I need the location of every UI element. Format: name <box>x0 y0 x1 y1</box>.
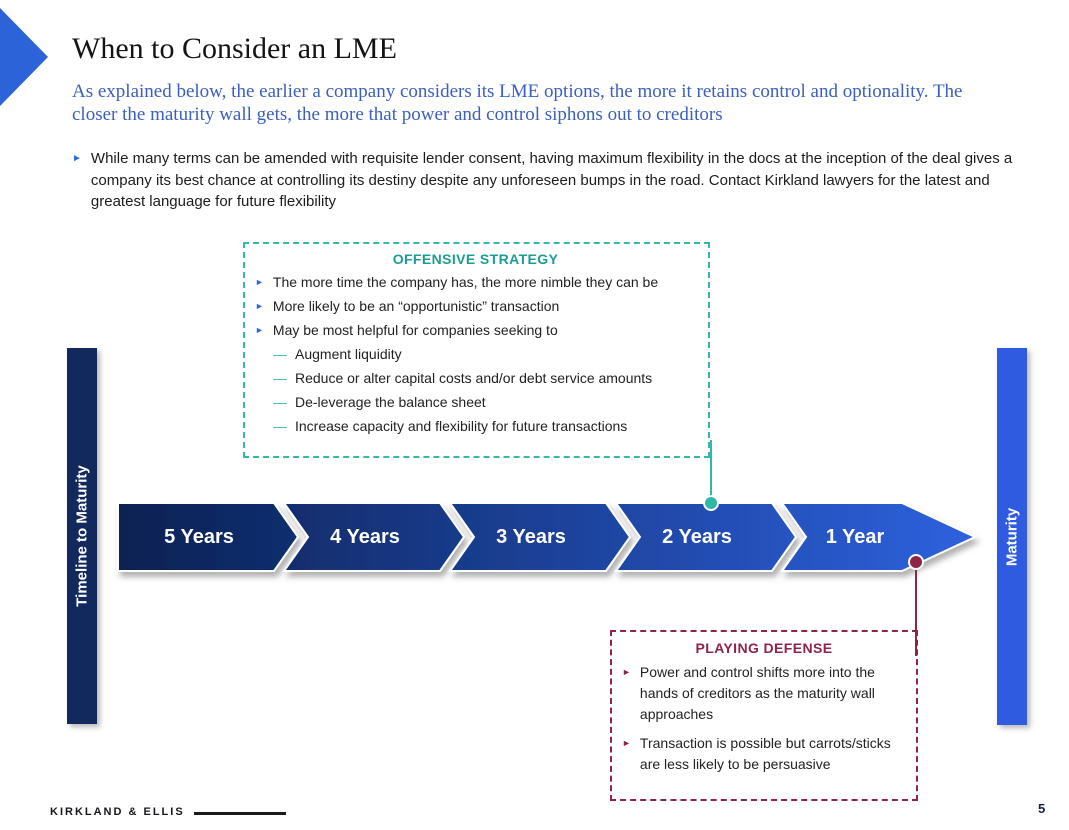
maturity-bar <box>997 348 1027 725</box>
dash-bullet-icon: — <box>273 346 287 362</box>
dash-bullet-icon: — <box>273 394 287 410</box>
chevron-label-5-years: 5 Years <box>164 525 234 548</box>
chevron-label-2-years: 2 Years <box>662 525 732 548</box>
kirkland-arrow-logo-icon <box>0 8 48 106</box>
footer-rule <box>194 812 286 815</box>
list-item <box>253 318 698 342</box>
list-item <box>253 366 698 390</box>
bullet-triangle-icon: ► <box>622 738 631 748</box>
list-item <box>620 733 908 775</box>
list-item <box>620 662 908 725</box>
playing-defense-box <box>610 630 918 801</box>
slide-subtitle: As explained below, the earlier a company considers its LME options, the more it retains control and optionality. The closer the maturity wall gets, the more that power and control siphons out to creditors <box>72 81 963 125</box>
firm-name: KIRKLAND & ELLIS <box>50 806 185 818</box>
bullet-text: More likely to be an “opportunistic” transaction <box>272 298 560 314</box>
playing-defense-title: PLAYING DEFENSE <box>695 640 833 656</box>
bullet-triangle-icon: ► <box>255 301 264 311</box>
chevron-label-1-year: 1 Year <box>825 525 885 548</box>
bullet-text: Power and control shifts more into the hands of creditors as the maturity wall approaches <box>639 664 875 722</box>
page-number: 5 <box>1038 801 1046 816</box>
sub-bullet-text: Increase capacity and flexibility for future transactions <box>295 418 628 434</box>
offensive-strategy-box <box>243 242 710 458</box>
bullet-triangle-icon: ► <box>622 667 631 677</box>
sub-bullet-text: De-leverage the balance sheet <box>295 394 486 410</box>
list-item <box>253 294 698 318</box>
intro-bullet-text: While many terms can be amended with requisite lender consent, having maximum flexibility in the docs at the inception of the deal gives a company its best chance at controlling its destiny despite any unforeseen bumps in the road. Contact Kirkland lawyers for the latest and greatest language for future flexibility <box>90 150 1013 210</box>
list-item <box>253 342 698 366</box>
timeline-to-maturity-bar <box>67 348 97 724</box>
chevron-label-4-years: 4 Years <box>330 525 400 548</box>
bullet-triangle-icon: ► <box>255 277 264 287</box>
dash-bullet-icon: — <box>273 418 287 434</box>
sub-bullet-text: Augment liquidity <box>295 346 402 362</box>
chevron-label-3-years: 3 Years <box>496 525 566 548</box>
sub-bullet-text: Reduce or alter capital costs and/or debt service amounts <box>295 370 653 386</box>
bullet-triangle-icon: ► <box>255 325 264 335</box>
maturity-label: Maturity <box>1003 507 1021 566</box>
list-item <box>253 270 698 294</box>
bullet-text: May be most helpful for companies seeking to <box>272 322 558 338</box>
offensive-strategy-title: OFFENSIVE STRATEGY <box>392 251 559 267</box>
list-item <box>253 414 698 438</box>
bullet-triangle-icon: ► <box>72 153 82 164</box>
page-title: When to Consider an LME <box>72 32 397 65</box>
intro-bullet <box>72 148 1017 213</box>
list-item <box>253 390 698 414</box>
bullet-text: The more time the company has, the more nimble they can be <box>272 274 659 290</box>
bullet-text: Transaction is possible but carrots/sticks are less likely to be persuasive <box>639 735 891 772</box>
dash-bullet-icon: — <box>273 370 287 386</box>
timeline-to-maturity-label: Timeline to Maturity <box>73 465 91 607</box>
